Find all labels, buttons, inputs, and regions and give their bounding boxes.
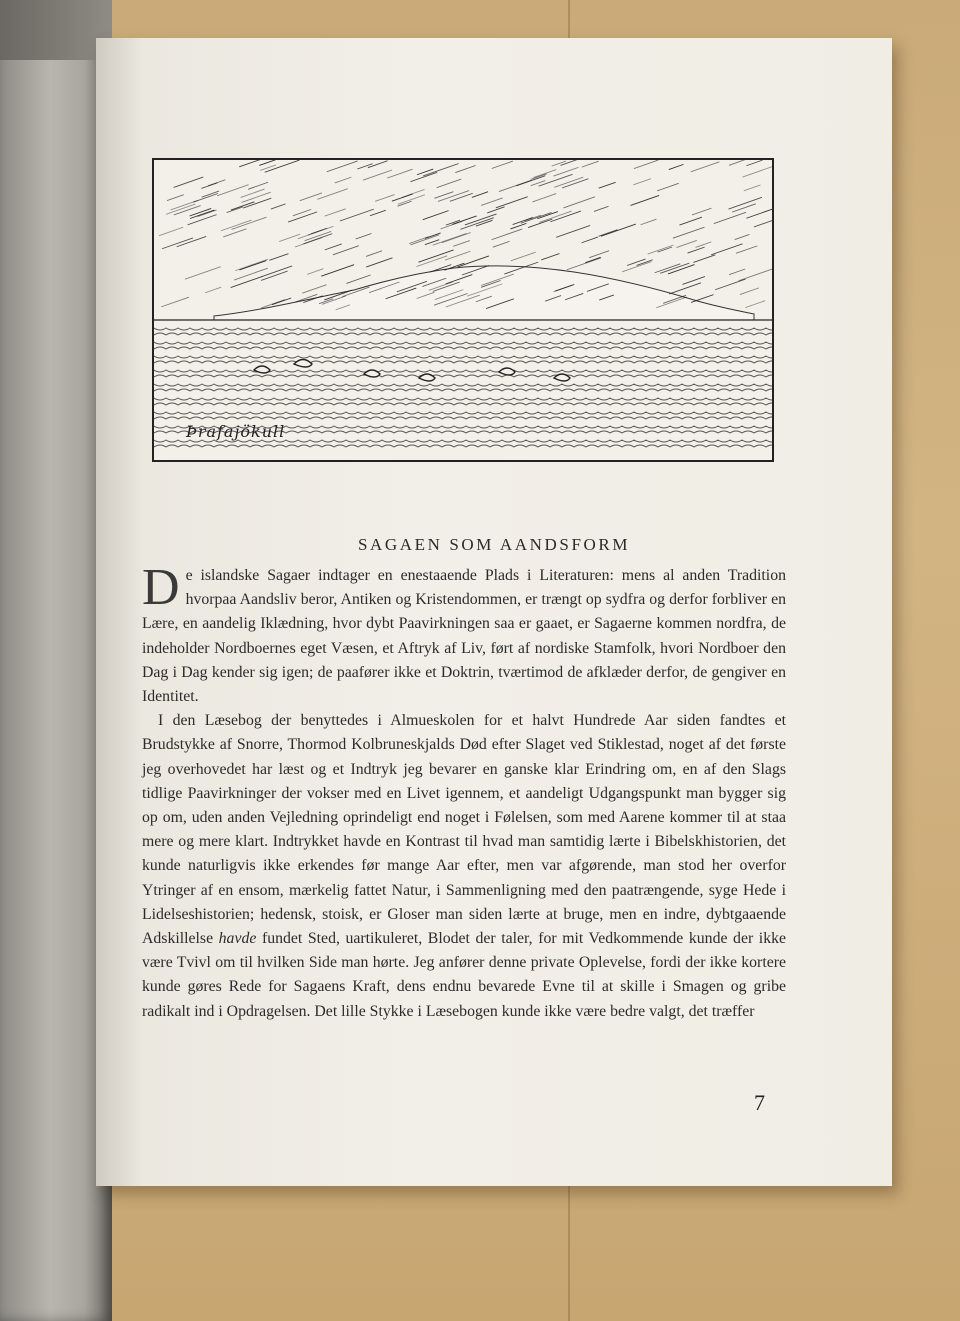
paragraph-1-text: e islandske Sagaer indtager en enestaaende Plads i Literaturen: mens al anden Tradition hvorpaa Aandsliv beror, Antiken og Kristendommen, er trængt op sydfra og derfor forbliver en Lære, en aandelig Iklædning, hvor dybt Paavirkningen saa er gaaet, er Sagaerne kommen nordfra, de indeholder Nordboernes eget Væsen, et Aftryk af Liv, ført af nordiske Stamfolk, hvori Nordboer den Dag i Dag kender sig igen; de paafører ikke et Doktrin, tværtimod de afklæder derfor, de gengiver en Identitet. bbox=[142, 567, 786, 706]
illustration-caption: Þrafajökull bbox=[186, 422, 286, 441]
landscape-illustration bbox=[152, 158, 774, 462]
page-number: 7 bbox=[754, 1090, 765, 1115]
paragraph-2 bbox=[142, 709, 786, 1024]
paragraph-2-text-b: fundet Sted, uartikuleret, Blodet der taler, for mit Vedkommende kunde der ikke være Tvivl om til hvilken Side man hørte. Jeg anfører denne private Oplevelse, fordi der ikke kortere kunde gøres Rede for Sagaens Kraft, dens endnu bevarede Evne til at skille i Smagen og gribe radikalt ind i Opdragelsen. Det lille Stykke i Læsebogen kunde ikke være bedre valgt, det træffer bbox=[142, 930, 786, 1020]
paragraph-2-text-a: I den Læsebog der benyttedes i Almueskolen for et halvt Hundrede Aar siden fandtes et Brudstykke af Snorre, Thormod Kolbruneskjalds Død efter Slaget ved Stiklestad, noget af det første jeg overhovedet har læst og et Indtryk jeg bevarer en ganske klar Erindring om, en af den Slags tidlige Paavirkninger der vokser med en Livet igennem, et aandeligt Udgangspunkt man bygger sig op om, uden anden Vejledning oprindeligt end noget i Følelsen, som med Aarene kommer til at staa mere og mere klart. Indtrykket havde en Kontrast til hvad man samtidig lærte i Bibelskhistorien, det kunde naturligvis ikke erkendes før mange Aar efter, men var afgørende, man stod her overfor Ytringer af en ensom, mærkelig fattet Natur, i Sammenligning med den paatrængende, syge Hede i Lidelseshistorien; hedensk, stoisk, er Gloser man siden lærte at bruge, men en indre, dybtgaaende Adskillelse bbox=[142, 712, 786, 948]
chapter-title: SAGAEN SOM AANDSFORM bbox=[357, 535, 631, 554]
paragraph-1 bbox=[142, 559, 786, 709]
drop-cap: D bbox=[142, 559, 180, 616]
book-page bbox=[96, 38, 892, 1186]
body-text bbox=[142, 559, 786, 1024]
sea-landscape-sketch-icon bbox=[154, 160, 772, 460]
paragraph-2-emphasis: havde bbox=[218, 930, 257, 948]
